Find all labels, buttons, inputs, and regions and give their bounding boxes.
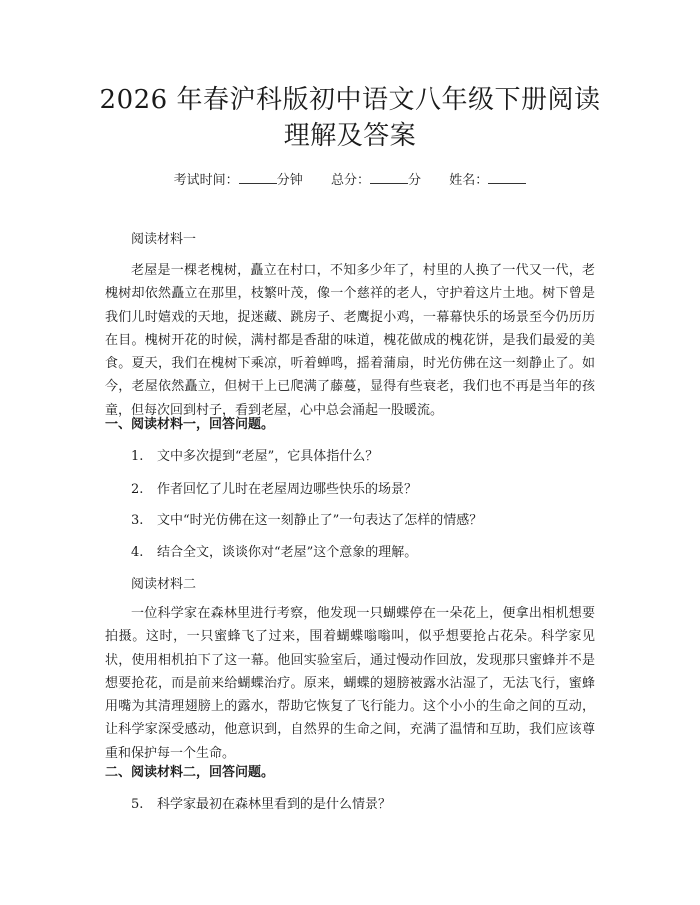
question-number: 4. <box>131 545 144 560</box>
question-5 <box>131 796 391 814</box>
question-text: 结合全文，谈谈你对“老屋”这个意象的理解。 <box>157 545 418 560</box>
material2-text: 一位科学家在森林里进行考察，他发现一只蝴蝶停在一朵花上，便拿出相机想要拍摄。这时，一只蜜蜂飞了过来，围着蝴蝶嗡嗡叫，似乎想要抢占花朵。科学家见状，使用相机拍下了这一幕。他回实验室后，通过慢动作回放，发现那只蜜蜂并不是想要抢花，而是前来给蝴蝶治疗。原来，蝴蝶的翅膀被露水沾湿了，无法飞行，蜜蜂用嘴为其清理翅膀上的露水，帮助它恢复了飞行能力。这个小小的生命之间的互动，让科学家深受感动，他意识到，自然界的生命之间，充满了温情和互助，我们应该尊重和保护每一个生命。 <box>105 606 595 761</box>
question-text: 文中“时光仿佛在这一刻静止了”一句表达了怎样的情感？ <box>157 513 483 528</box>
question-number: 1. <box>131 449 144 464</box>
exam-info-line <box>0 171 700 190</box>
score-label: 总分： <box>330 173 370 188</box>
material2-label: 阅读材料二 <box>131 577 197 592</box>
time-blank[interactable] <box>239 171 277 184</box>
time-label: 考试时间： <box>173 173 239 188</box>
name-blank[interactable] <box>488 171 526 184</box>
question-4 <box>131 544 417 562</box>
question-1 <box>131 448 378 466</box>
question-number: 3. <box>131 513 144 528</box>
section1-heading: 一、阅读材料一，回答问题。 <box>105 417 275 432</box>
name-label: 姓名： <box>449 173 489 188</box>
score-unit: 分 <box>408 173 422 188</box>
question-2 <box>131 481 417 499</box>
question-text: 作者回忆了儿时在老屋周边哪些快乐的场景？ <box>157 482 418 497</box>
score-blank[interactable] <box>370 171 408 184</box>
question-text: 文中多次提到“老屋”，它具体指什么？ <box>157 449 379 464</box>
time-unit: 分钟 <box>276 173 303 188</box>
material1-label: 阅读材料一 <box>131 232 197 247</box>
question-number: 2. <box>131 482 144 497</box>
question-3 <box>131 512 482 530</box>
material1-text: 老屋是一棵老槐树，矗立在村口，不知多少年了，村里的人换了一代又一代，老槐树却依然矗立在那里，枝繁叶茂，像一个慈祥的老人，守护着这片土地。树下曾是我们儿时嬉戏的天地，捉迷藏、跳房子、老鹰捉小鸡，一幕幕快乐的场景至今仍历历在目。槐树开花的时候，满村都是香甜的味道，槐花做成的槐花饼，是我们最爱的美食。夏天，我们在槐树下乘凉，听着蝉鸣，摇着蒲扇，时光仿佛在这一刻静止了。如今，老屋依然矗立，但树干上已爬满了藤蔓，显得有些衰老，我们也不再是当年的孩童，但每次回到村子，看到老屋，心中总会涌起一股暖流。 <box>105 263 595 418</box>
question-text: 科学家最初在森林里看到的是什么情景？ <box>157 797 392 812</box>
document-title: 2026 年春沪科版初中语文八年级下册阅读理解及答案 <box>99 85 601 151</box>
section2-heading: 二、阅读材料二，回答问题。 <box>105 765 275 780</box>
question-number: 5. <box>131 797 144 812</box>
